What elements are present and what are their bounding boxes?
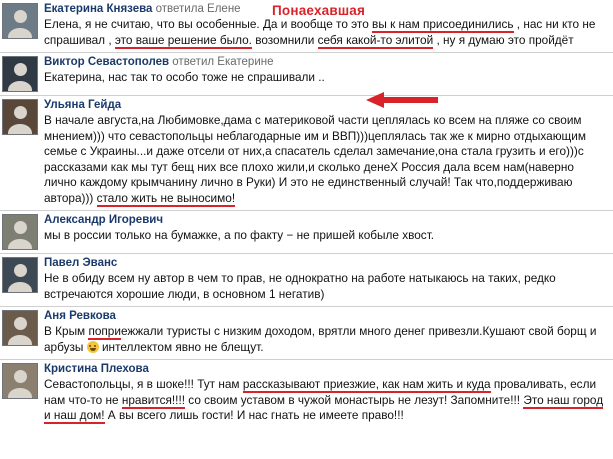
text-span: ни кто не спрашивал , [44,17,596,47]
comment-reply-target[interactable]: Елене [207,3,241,15]
comment-reply-prefix: ответил [172,56,215,68]
list-item[interactable] [0,253,613,306]
annotation-headline: Понаехавшая [272,3,366,18]
comment-meta [44,362,607,376]
avatar[interactable] [2,56,38,92]
text-span: интеллектом явно не блещут. [98,339,264,354]
comment-meta [44,309,607,323]
text-span-underlined: себя какой-то элитой [317,32,434,47]
comment-text [44,70,607,86]
avatar[interactable] [2,99,38,135]
avatar[interactable] [2,257,38,293]
text-span-underlined: нравится!!!! [121,392,186,407]
text-span-underlined: вы к нам присоединились [372,17,514,31]
comment-meta [44,98,607,112]
text-span: если нам что-то не [44,377,597,407]
comment-body [42,211,613,248]
text-span: , нас [513,17,546,31]
text-span: , ну я думаю это пройдёт [433,32,574,47]
comment-meta [44,55,607,69]
comment-body [42,307,613,359]
arrow-left-icon [366,92,438,108]
avatar[interactable] [2,3,38,39]
list-item[interactable] [0,359,613,428]
text-span: В Крым [44,324,89,338]
comment-reply-prefix: ответила [155,3,204,15]
text-span-underlined: попри [88,324,121,338]
text-span: мы в россии только на бумажке, а по факту − не пришей кобыле хвост. [44,228,435,242]
comment-author[interactable]: Александр Игоревич [44,214,164,226]
text-span: Елена, я не считаю, что вы особенные. Да и вообще то это [44,17,373,31]
text-span: ежжали туристы с низким доходом, врятли много денег привезли.Кушают свой борщ и арбузы [44,324,597,354]
text-span-underlined: рассказывают приезжие, как нам жить и куда [242,377,491,391]
comment-body [42,360,613,428]
list-item[interactable] [0,52,613,95]
comment-author[interactable]: Аня Ревкова [44,310,116,322]
text-span: Екатерина, нас так то особо тоже не спрашивали .. [44,70,325,84]
text-span-underlined: стало жить не выносимо! [96,190,236,205]
comment-text [44,271,607,302]
list-item[interactable] [0,210,613,253]
comment-reply-target[interactable]: Екатерине [217,56,274,68]
comment-author[interactable]: Кристина Плехова [44,363,149,375]
comment-body [42,96,613,210]
text-span-underlined: Это наш город и наш дом! [44,392,604,422]
comment-text [44,113,607,206]
comment-text [44,324,607,355]
list-item[interactable] [0,306,613,359]
avatar[interactable] [2,363,38,399]
list-item[interactable] [0,95,613,210]
comment-meta [44,256,607,270]
text-span: В начале августа,на Любимовке,дама с материковой части цеплялась ко всем на пляже со своим мнением))) что севастопольцы неблагодарные им и ВВП)))цеплялась так же к мирно отдыхающим семье с Украины...и даже отсели от них,а спасатель сделал замечание,она стала грузить и его)))с рассказами как мы тут бещ них все плохо жили,и сколько денеХ Россия дала всем нам(наверно лично каждому крымчанину лично в Руки) И это не единственный случай! Так что,поддерживаю автора))) [44,113,586,205]
text-span: Не в обиду всем ну автор в чем то прав, не однократно на работе натыкаюсь на таких, редко встречаются хорошие люди, в основном 1 негатив) [44,271,556,301]
comment-author[interactable]: Ульяна Гейда [44,99,122,111]
text-span-underlined: это ваше решение было. [114,32,252,47]
comment-body [42,53,613,90]
avatar[interactable] [2,214,38,250]
smiley-icon [87,341,99,353]
text-span: проваливать, [493,377,567,391]
comment-author[interactable]: Екатерина Князева [44,3,153,15]
text-span: А вы всего лишь гости! И нас гнать не имеете право!!! [104,408,404,422]
comment-text [44,17,607,48]
comment-author[interactable]: Виктор Севастополев [44,56,170,68]
text-span: Севастопольцы, я в шоке!!! Тут нам [44,377,243,391]
comment-body [42,254,613,306]
comment-meta [44,213,607,227]
text-span: возомнили [251,32,318,47]
text-span: со своим уставом в чужой монастырь не лезут! Запомните!!! [185,392,524,407]
avatar[interactable] [2,310,38,346]
comment-text [44,377,607,424]
comment-text [44,228,607,244]
comment-author[interactable]: Павел Эванс [44,257,118,269]
